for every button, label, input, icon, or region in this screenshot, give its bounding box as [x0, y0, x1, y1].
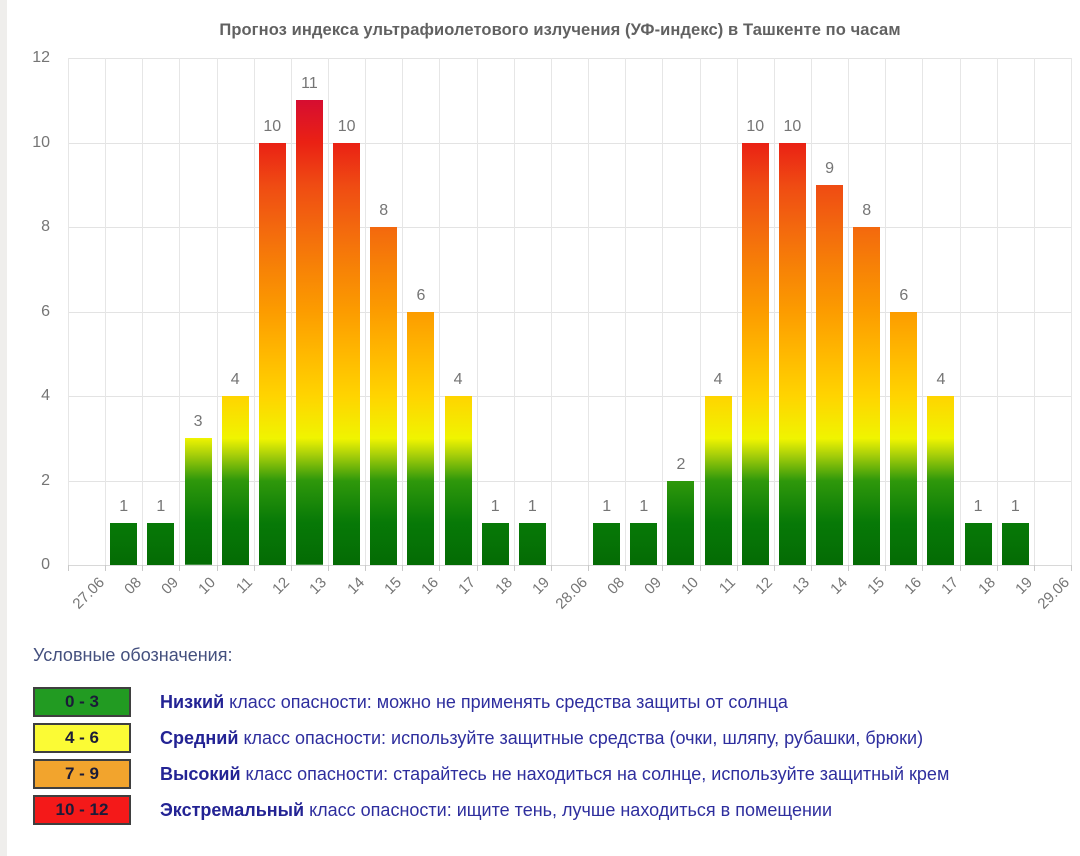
x-axis-tick-label: 08: [603, 574, 628, 598]
x-gridline: [848, 58, 849, 565]
y-gridline: [68, 565, 1071, 566]
legend-row: [0, 723, 1080, 753]
uv-index-bar: [185, 438, 212, 565]
x-axis-tick: [551, 565, 552, 571]
x-axis-tick-label: 19: [1012, 574, 1037, 598]
x-axis-tick: [439, 565, 440, 571]
x-axis-tick: [960, 565, 961, 571]
uv-index-bar: [370, 227, 397, 565]
uv-index-bar: [296, 100, 323, 565]
y-axis-tick-label: 4: [41, 387, 50, 404]
uv-index-bar: [853, 227, 880, 565]
y-axis-tick-label: 8: [41, 218, 50, 235]
bar-value-label: 6: [899, 286, 909, 304]
x-axis-tick: [217, 565, 218, 571]
bar-value-label: 9: [825, 159, 834, 177]
x-axis-tick: [402, 565, 403, 571]
chart-title: Прогноз индекса ультрафиолетового излучения (УФ-индекс) в Ташкенте по часам: [219, 21, 901, 39]
legend-description: Экстремальный класс опасности: ищите тень, лучше находиться в помещении: [160, 800, 833, 820]
uv-index-bar: [407, 312, 434, 566]
bar-value-label: 8: [379, 202, 389, 219]
x-gridline: [625, 58, 626, 565]
legend-swatch: 7 - 9: [33, 759, 131, 789]
legend-description: Средний класс опасности: используйте защитные средства (очки, шляпу, рубашки, брюки): [160, 728, 924, 748]
x-gridline: [662, 58, 663, 565]
x-axis-tick-label: 11: [716, 574, 740, 598]
x-axis-tick: [811, 565, 812, 571]
bar-value-label: 10: [783, 117, 802, 135]
y-axis-tick-label: 10: [32, 133, 50, 151]
x-axis-tick-label: 08: [120, 574, 145, 598]
y-gridline: [68, 481, 1071, 482]
x-axis-tick: [1034, 565, 1035, 571]
bar-value-label: 4: [713, 371, 723, 388]
x-axis-tick: [179, 565, 180, 571]
x-axis-tick-label: 13: [306, 574, 331, 598]
x-axis-tick: [997, 565, 998, 571]
x-axis-tick: [588, 565, 589, 571]
uv-index-bar: [110, 523, 137, 565]
x-axis-tick-label: 13: [789, 574, 814, 598]
x-axis-tick-label: 28.06: [551, 574, 591, 613]
x-axis-tick: [254, 565, 255, 571]
y-gridline: [68, 58, 1071, 59]
y-axis-tick-label: 0: [41, 556, 50, 573]
y-axis-tick-label: 6: [41, 302, 50, 320]
uv-index-bar: [482, 523, 509, 565]
y-gridline: [68, 143, 1071, 144]
x-axis-tick-label: 17: [455, 574, 480, 598]
legend-row: [0, 759, 1080, 789]
bar-value-label: 1: [527, 497, 537, 515]
x-gridline: [439, 58, 440, 565]
uv-index-bar: [630, 523, 657, 565]
bar-value-label: 1: [973, 497, 983, 515]
x-axis-tick-label: 16: [418, 574, 442, 598]
x-axis-tick: [885, 565, 886, 571]
x-gridline: [179, 58, 180, 565]
x-gridline: [960, 58, 961, 565]
bar-value-label: 4: [230, 371, 240, 388]
x-axis-tick-label: 12: [752, 574, 777, 598]
legend-row: [0, 687, 1080, 717]
bar-value-label: 1: [119, 497, 129, 515]
bar-value-label: 8: [862, 202, 872, 219]
x-gridline: [885, 58, 886, 565]
bar-value-label: 11: [301, 75, 318, 93]
x-axis-tick: [848, 565, 849, 571]
x-gridline: [142, 58, 143, 565]
uv-index-bar: [147, 523, 174, 565]
x-gridline: [997, 58, 998, 565]
x-axis-tick: [514, 565, 515, 571]
bar-value-label: 1: [1010, 497, 1020, 515]
x-axis-tick: [737, 565, 738, 571]
x-gridline: [477, 58, 478, 565]
x-axis-tick-label: 27.06: [69, 574, 108, 613]
uv-index-bar: [779, 143, 806, 566]
x-axis-tick-label: 11: [233, 574, 257, 598]
legend-header: Условные обозначения:: [33, 645, 233, 665]
legend-term: Высокий: [160, 764, 241, 784]
x-axis-tick-label: 14: [343, 574, 368, 598]
x-gridline: [1034, 58, 1035, 565]
x-axis-tick: [142, 565, 143, 571]
x-gridline: [551, 58, 552, 565]
bar-value-label: 1: [602, 497, 612, 515]
x-axis-tick-label: 17: [938, 574, 962, 598]
x-gridline: [588, 58, 589, 565]
y-gridline: [68, 396, 1071, 397]
y-gridline: [68, 227, 1071, 228]
uv-index-bar: [705, 396, 732, 565]
uv-index-bar: [927, 396, 954, 565]
x-axis-tick: [105, 565, 106, 571]
bar-value-label: 3: [193, 413, 203, 431]
x-gridline: [217, 58, 218, 565]
x-gridline: [514, 58, 515, 565]
uv-index-bar: [222, 396, 249, 565]
bar-value-label: 10: [337, 117, 356, 135]
x-axis-tick-label: 14: [826, 574, 851, 598]
legend-description: Низкий класс опасности: можно не применять средства защиты от солнца: [160, 692, 788, 712]
bar-value-label: 10: [263, 117, 282, 135]
legend-section: [0, 640, 1080, 856]
x-axis-tick: [68, 565, 69, 571]
x-axis-tick-label: 10: [678, 574, 702, 598]
y-gridline: [68, 312, 1071, 313]
x-gridline: [922, 58, 923, 565]
bar-value-label: 4: [453, 371, 463, 388]
x-gridline: [1071, 58, 1072, 565]
x-gridline: [402, 58, 403, 565]
uv-index-bar: [519, 523, 546, 565]
x-gridline: [68, 58, 69, 565]
x-axis-tick-label: 18: [975, 574, 1000, 598]
x-axis-tick: [291, 565, 292, 571]
uv-index-bar: [593, 523, 620, 565]
x-axis-tick-label: 16: [901, 574, 925, 598]
x-axis-tick-label: 19: [529, 574, 554, 598]
uv-index-bar: [333, 143, 360, 566]
x-axis-tick: [662, 565, 663, 571]
uv-index-bar: [965, 523, 992, 565]
x-axis-tick: [625, 565, 626, 571]
x-gridline: [105, 58, 106, 565]
x-axis-tick-label: 18: [492, 574, 517, 598]
x-axis-tick-label: 09: [640, 574, 665, 598]
legend-term: Средний: [160, 728, 239, 748]
x-axis-tick: [477, 565, 478, 571]
bar-value-label: 1: [156, 497, 166, 515]
x-gridline: [700, 58, 701, 565]
x-axis-tick: [328, 565, 329, 571]
x-axis-tick-label: 10: [195, 574, 220, 598]
x-axis-tick: [700, 565, 701, 571]
uv-index-bar: [816, 185, 843, 565]
x-axis-tick: [922, 565, 923, 571]
bar-value-label: 1: [490, 497, 500, 515]
uv-index-bar: [667, 481, 694, 566]
legend-swatch: 10 - 12: [33, 795, 131, 825]
x-axis-tick: [365, 565, 366, 571]
uv-index-bar: [445, 396, 472, 565]
uv-index-bar: [890, 312, 917, 566]
x-axis-tick: [774, 565, 775, 571]
x-axis-tick-label: 29.06: [1034, 574, 1074, 613]
uv-index-bar: [259, 143, 286, 566]
y-axis-tick-label: 2: [41, 471, 50, 489]
legend-swatch: 4 - 6: [33, 723, 131, 753]
legend-term: Низкий: [160, 692, 225, 712]
x-axis-tick: [1071, 565, 1072, 571]
legend-term: Экстремальный: [160, 800, 305, 820]
uv-index-bar: [742, 143, 769, 566]
y-axis-tick-label: 12: [32, 49, 50, 66]
legend-row: [0, 795, 1080, 825]
bar-value-label: 10: [746, 117, 765, 135]
bar-value-label: 4: [936, 371, 946, 388]
x-axis-tick-label: 15: [863, 574, 888, 598]
x-axis-tick-label: 12: [269, 574, 294, 598]
uv-index-bar: [1002, 523, 1029, 565]
legend-swatch: 0 - 3: [33, 687, 131, 717]
x-axis-tick-label: 15: [380, 574, 405, 598]
legend-description: Высокий класс опасности: старайтесь не находиться на солнце, используйте защитный крем: [160, 764, 950, 784]
bar-value-label: 1: [639, 497, 649, 515]
bar-value-label: 6: [416, 286, 426, 304]
bar-value-label: 2: [676, 455, 686, 473]
x-axis-tick-label: 09: [158, 574, 182, 598]
